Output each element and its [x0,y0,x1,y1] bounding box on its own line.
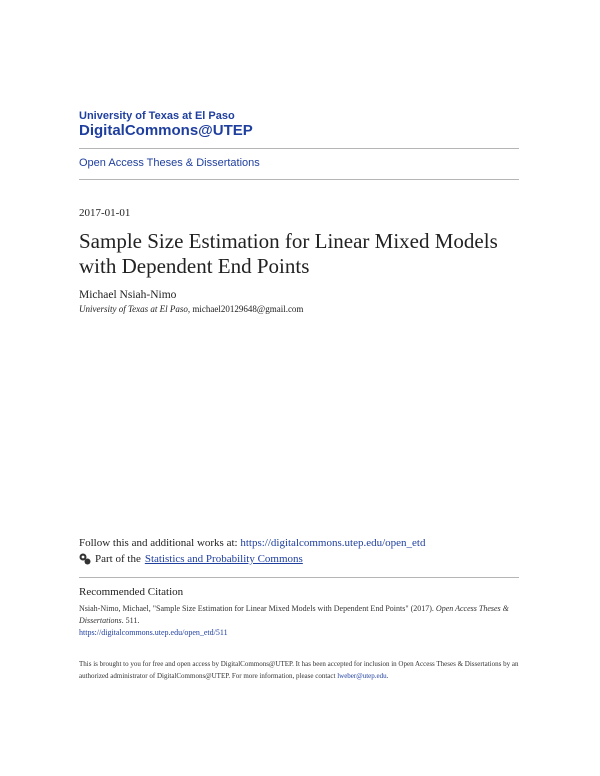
citation-block [79,603,529,639]
paper-title: Sample Size Estimation for Linear Mixed Models with Dependent End Points [79,229,498,278]
collection-link[interactable]: Open Access Theses & Dissertations [79,157,260,169]
follow-url-link[interactable]: https://digitalcommons.utep.edu/open_etd [240,537,426,549]
footer-end: . [386,672,389,680]
author-affiliation: University of Texas at El Paso, michael20129648@gmail.com [79,304,304,314]
recommended-citation-heading: Recommended Citation [79,586,184,598]
publication-date: 2017-01-01 [79,207,131,219]
institution-name: University of Texas at El Paso [79,110,235,122]
citation-number: . 511. [121,616,140,625]
part-of-text: Part of the [95,553,141,565]
network-icon [79,553,91,565]
citation-series: Open Access Theses & Dissertations [79,604,509,625]
footer-notice [79,658,529,682]
commons-link[interactable]: Statistics and Probability Commons [144,553,303,565]
citation-url-link[interactable]: https://digitalcommons.utep.edu/open_etd/511 [79,628,228,637]
follow-line [79,537,425,549]
repository-name[interactable]: DigitalCommons@UTEP [79,122,253,139]
author-name: Michael Nsiah-Nimo [79,289,177,301]
divider-bottom [79,179,519,180]
divider-top [79,148,519,149]
citation-text: Nsiah-Nimo, Michael, "Sample Size Estimation for Linear Mixed Models with Dependent End Points" (2017). [79,604,434,613]
footer-text: This is brought to you for free and open access by DigitalCommons@UTEP. It has been accepted for inclusion in Open Access Theses & Dissertations by an authorized administrator of DigitalCommons@UTEP. For more information, please contact [79,660,519,680]
contact-email-link[interactable]: lweber@utep.edu [337,672,387,680]
divider-citation [79,577,519,578]
affiliation-institution: University of Texas at El Paso [79,304,188,314]
affiliation-email: michael20129648@gmail.com [192,304,304,314]
follow-text: Follow this and additional works at: [79,537,238,549]
part-of-line [79,553,303,565]
